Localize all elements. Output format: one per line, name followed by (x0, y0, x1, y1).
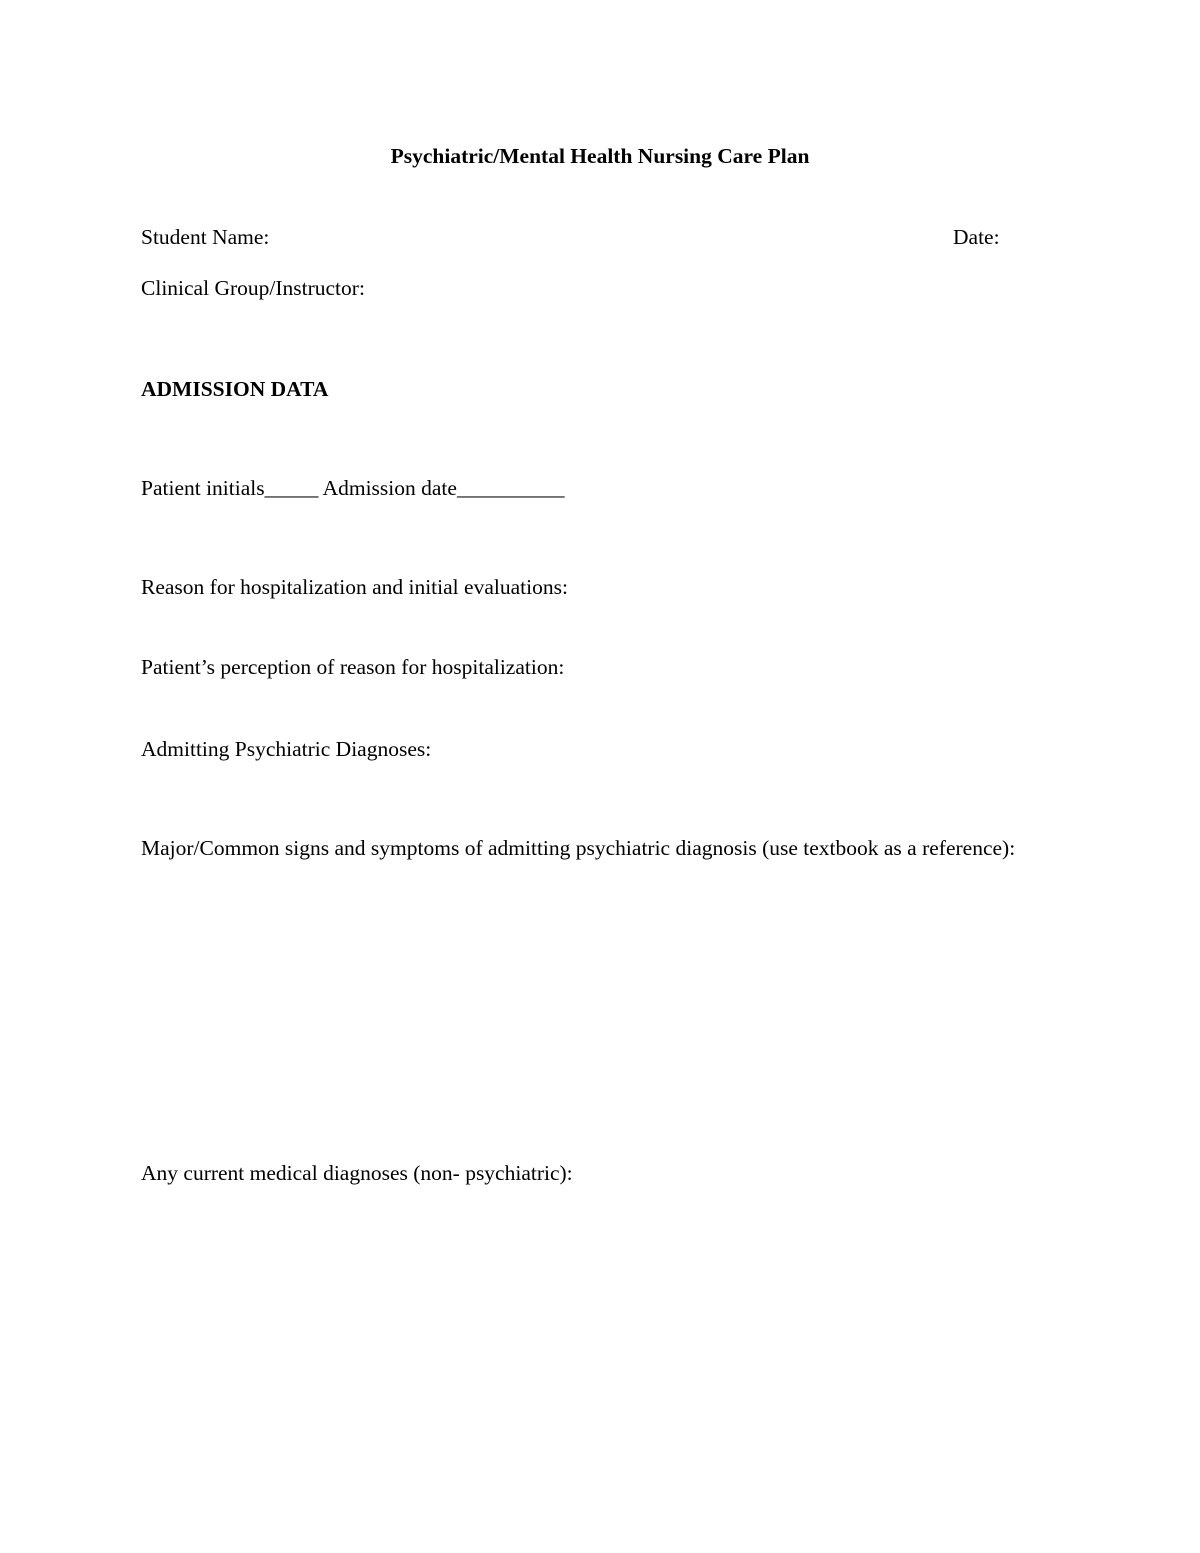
section-heading-admission-data: ADMISSION DATA (141, 377, 329, 401)
admission-date-label: Admission date (322, 476, 457, 500)
perception-prompt: Patient’s perception of reason for hospitalization: (141, 655, 565, 679)
student-name-label: Student Name: (141, 225, 270, 249)
page-title: Psychiatric/Mental Health Nursing Care Plan (390, 144, 810, 168)
admission-date-blank: __________ (456, 476, 565, 500)
clinical-group-label: Clinical Group/Instructor: (141, 276, 365, 300)
patient-initials-label: Patient initials (141, 476, 265, 500)
patient-info-line (141, 475, 564, 501)
date-label: Date: (953, 225, 1000, 249)
patient-initials-blank: _____ (264, 476, 319, 500)
medical-diagnoses-prompt: Any current medical diagnoses (non- psychiatric): (141, 1161, 573, 1185)
symptoms-prompt: Major/Common signs and symptoms of admitting psychiatric diagnosis (use textbook as a reference): (141, 836, 1016, 860)
admitting-diagnoses-prompt: Admitting Psychiatric Diagnoses: (141, 737, 432, 761)
reason-prompt: Reason for hospitalization and initial evaluations: (141, 575, 568, 599)
